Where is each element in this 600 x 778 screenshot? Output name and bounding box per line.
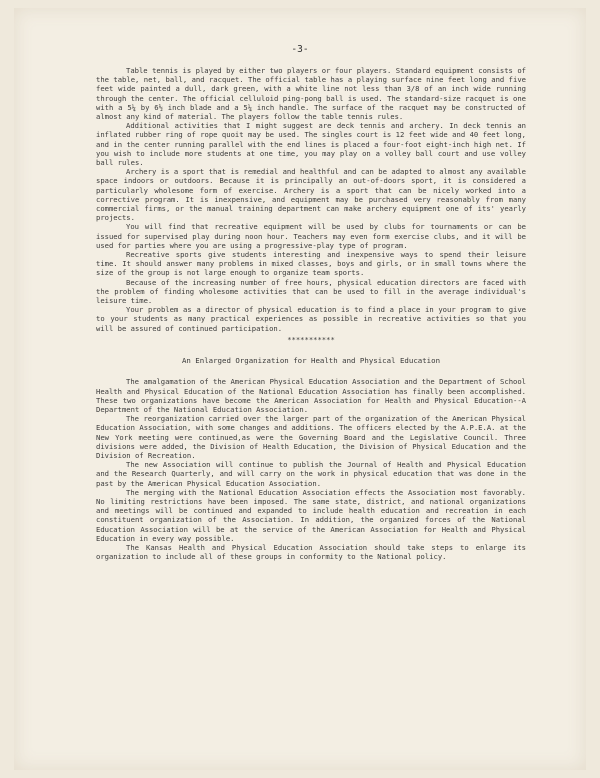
section-heading: An Enlarged Organization for Health and Physical Education — [181, 356, 441, 366]
paragraph: The Kansas Health and Physical Education Association should take steps to enlarge its organization to include all of these groups in conformity to the National policy. — [96, 542, 526, 562]
paragraph: You will find that recreative equipment will be used by clubs for tournaments or can be issued for supervised play during noon hour. Teachers may even form exercise clubs, and it will be used for parties where you are using a progressive-play type of program. — [96, 222, 526, 250]
paragraph: The amalgamation of the American Physical Education Association and the Department of School Health and Physical Education of the National Education Association has finally been accomplished. These two organizations have become the American Association for Health and Physical Education--A Department of the National Education Association. — [96, 377, 526, 414]
document-body — [96, 66, 526, 561]
paragraph: The new Association will continue to publish the Journal of Health and Physical Education and the Research Quarterly, and will carry on the work in physical education that was done in the past by the American Physical Education Association. — [96, 460, 526, 488]
paragraph: Additional activities that I might suggest are deck tennis and archery. In deck tennis an inflated rubber ring of rope quoit may be used. The singles court is 12 feet wide and 40 feet long, and in the center running parallel with the end lines is placed a four-foot eight-inch high net. If you wish to include more students at one time, you may play on a volley ball court and use volley ball rules. — [96, 121, 526, 168]
section-enlarged-organization — [96, 377, 526, 561]
paragraph: The reorganization carried over the larger part of the organization of the American Physical Education Association, with some changes and additions. The officers elected by the A.P.E.A. at the New York meeting were continued,as were the Governing Board and the Legislative Council. Three divisions were added, the Division of Health Education, the Division of Physical Education and the Division of Recreation. — [96, 414, 526, 460]
paragraph: Recreative sports give students interesting and inexpensive ways to spend their leisure time. It should answer many problems in mixed classes, boys and girls, or in small towns where the size of the group is not large enough to organize team sports. — [96, 250, 526, 278]
page-number: -3- — [291, 44, 309, 55]
paragraph: The merging with the National Education Association effects the Association most favorably. No limiting restrictions have been imposed. The same state, district, and national organizations and meetings will be continued and expanded to include health education and recreation in each constituent organization of the Association. In addition, the organized forces of the National Education Association will be at the service of the American Association for Health and Physical Education in every way possible. — [96, 487, 526, 543]
paragraph: Because of the increasing number of free hours, physical education directors are faced with the problem of finding wholesome activities that can be used to fill in the average individual's leisure time. — [96, 277, 526, 306]
paragraph: Archery is a sport that is remedial and healthful and can be adapted to almost any available space indoors or outdoors. Because it is principally an out-of-doors sport, it is considered a particularly wholesome form of exercise. Archery is a sport that can be nicely worked into a corrective program. It is inexpensive, and equipment may be purchased very reasonably from many commercial firms, or the manual training department can make archery equipment one of its' yearly projects. — [96, 167, 526, 223]
paragraph: Your problem as a director of physical education is to find a place in your program to give to your students as many practical experiences as possible in recreative activities so that you will be assured of continued participation. — [96, 305, 526, 333]
section-recreative-sports — [96, 66, 526, 333]
separator: *********** — [287, 334, 335, 344]
paragraph: Table tennis is played by either two players or four players. Standard equipment consists of the table, net, ball, and racquet. The official table has a playing surface nine feet long and five feet wide painted a dull, dark green, with a white line not less than 3/8 of an inch wide running through the center. The official celluloid ping-pong ball is used. The standard-size racquet is one with a 5¼ by 6½ inch blade and a 5¼ inch handle. The surface of the racquet may be constructed of almost any kind of material. The players follow the table tennis rules. — [96, 66, 526, 122]
